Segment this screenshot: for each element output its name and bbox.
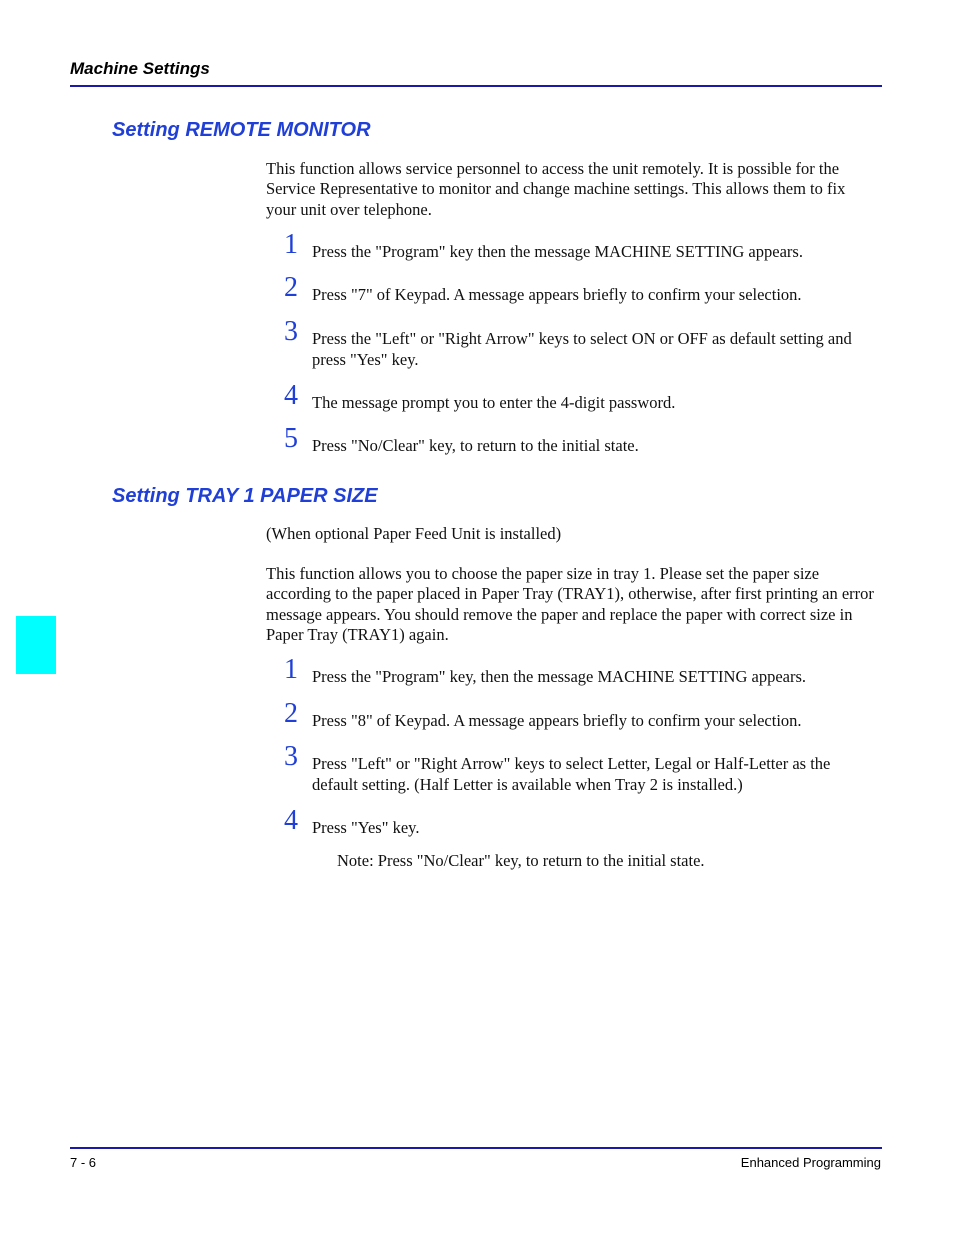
section1-intro: This function allows service personnel to access the unit remotely. It is possible for the Service Representative to monitor and change machine settings. This allows them to fix your unit over telephone. <box>266 159 846 219</box>
step-text: Press "8" of Keypad. A message appears briefly to confirm your selection. <box>312 711 802 730</box>
step-number: 5 <box>284 423 298 454</box>
step-number: 2 <box>284 698 298 729</box>
step-text: Press the "Program" key then the message MACHINE SETTING appears. <box>312 242 803 261</box>
section2-condition: (When optional Paper Feed Unit is installed) <box>266 524 562 543</box>
section-title-remote-monitor: Setting REMOTE MONITOR <box>112 119 371 141</box>
step-text: Press "Left" or "Right Arrow" keys to select Letter, Legal or Half-Letter as the default setting. (Half Letter is available when Tray 2 is installed.) <box>312 754 831 794</box>
step-text: Press the "Left" or "Right Arrow" keys to select ON or OFF as default setting and press "Yes" key. <box>312 329 852 369</box>
step-text: Press "7" of Keypad. A message appears briefly to confirm your selection. <box>312 285 802 304</box>
chapter-tab-marker <box>16 616 56 674</box>
step-text: Press "No/Clear" key, to return to the initial state. <box>312 436 639 455</box>
step-number: 3 <box>284 316 298 347</box>
header-rule <box>70 85 882 87</box>
step-text: Press the "Program" key, then the message MACHINE SETTING appears. <box>312 667 807 686</box>
running-head: Machine Settings <box>70 59 210 78</box>
section-title-tray1-paper-size: Setting TRAY 1 PAPER SIZE <box>112 485 378 507</box>
step-text: The message prompt you to enter the 4-digit password. <box>312 393 676 412</box>
step-number: 2 <box>284 272 298 303</box>
step-number: 1 <box>284 229 298 260</box>
step-number: 1 <box>284 654 298 685</box>
section2-intro: This function allows you to choose the paper size in tray 1. Please set the paper size according to the paper placed in Paper Tray (TRAY1), otherwise, after first printing an error message appears. You should remove the paper and replace the paper with correct size in Paper Tray (TRAY1) again. <box>266 564 874 644</box>
step-text: Press "Yes" key. <box>312 818 420 837</box>
note-text: Note: Press "No/Clear" key, to return to the initial state. <box>337 851 705 870</box>
step-number: 4 <box>284 380 298 411</box>
footer-rule <box>70 1147 882 1149</box>
step-number: 3 <box>284 741 298 772</box>
chapter-name: Enhanced Programming <box>740 1155 881 1170</box>
page-number: 7 - 6 <box>70 1155 97 1170</box>
step-number: 4 <box>284 805 298 836</box>
